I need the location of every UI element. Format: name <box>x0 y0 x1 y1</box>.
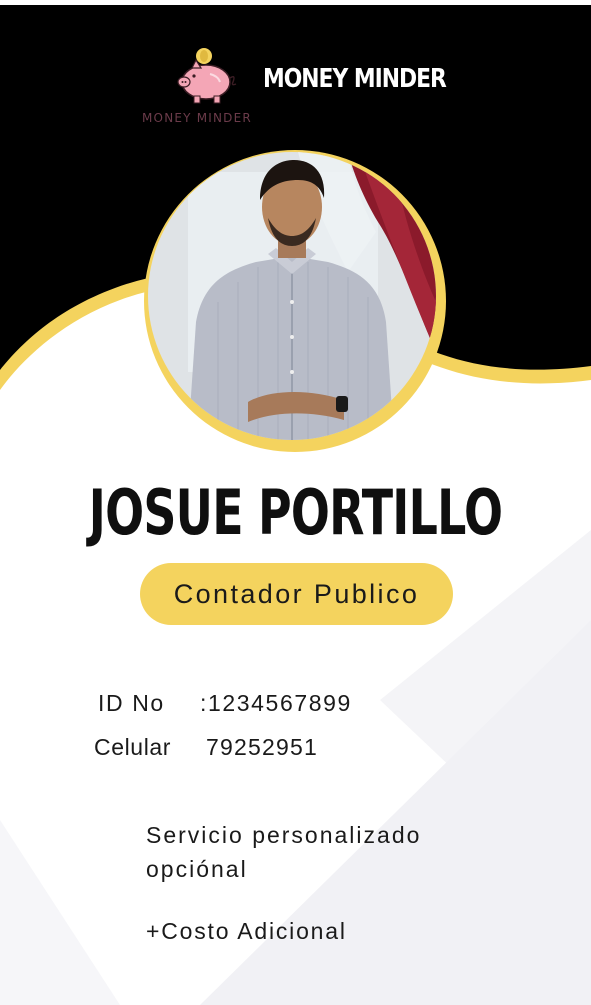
id-label: ID No <box>98 690 165 716</box>
phone-label: Celular <box>94 734 172 760</box>
service-note <box>146 818 546 886</box>
avatar <box>148 152 436 440</box>
extra-cost-note: +Costo Adicional <box>146 918 347 944</box>
service-line-1: Servicio personalizado <box>146 822 422 848</box>
id-value: :1234567899 <box>200 690 352 716</box>
role-badge <box>140 563 453 625</box>
logo-caption: MONEY MINDER <box>142 111 252 125</box>
person-name: JOSUE PORTILLO <box>88 476 503 549</box>
role-text: Contador Publico <box>173 578 420 609</box>
portrait-illustration <box>148 152 436 440</box>
brand-name: MONEY MINDER <box>263 64 446 94</box>
phone-value: 79252951 <box>206 734 318 760</box>
service-line-2: opciónal <box>146 856 248 882</box>
